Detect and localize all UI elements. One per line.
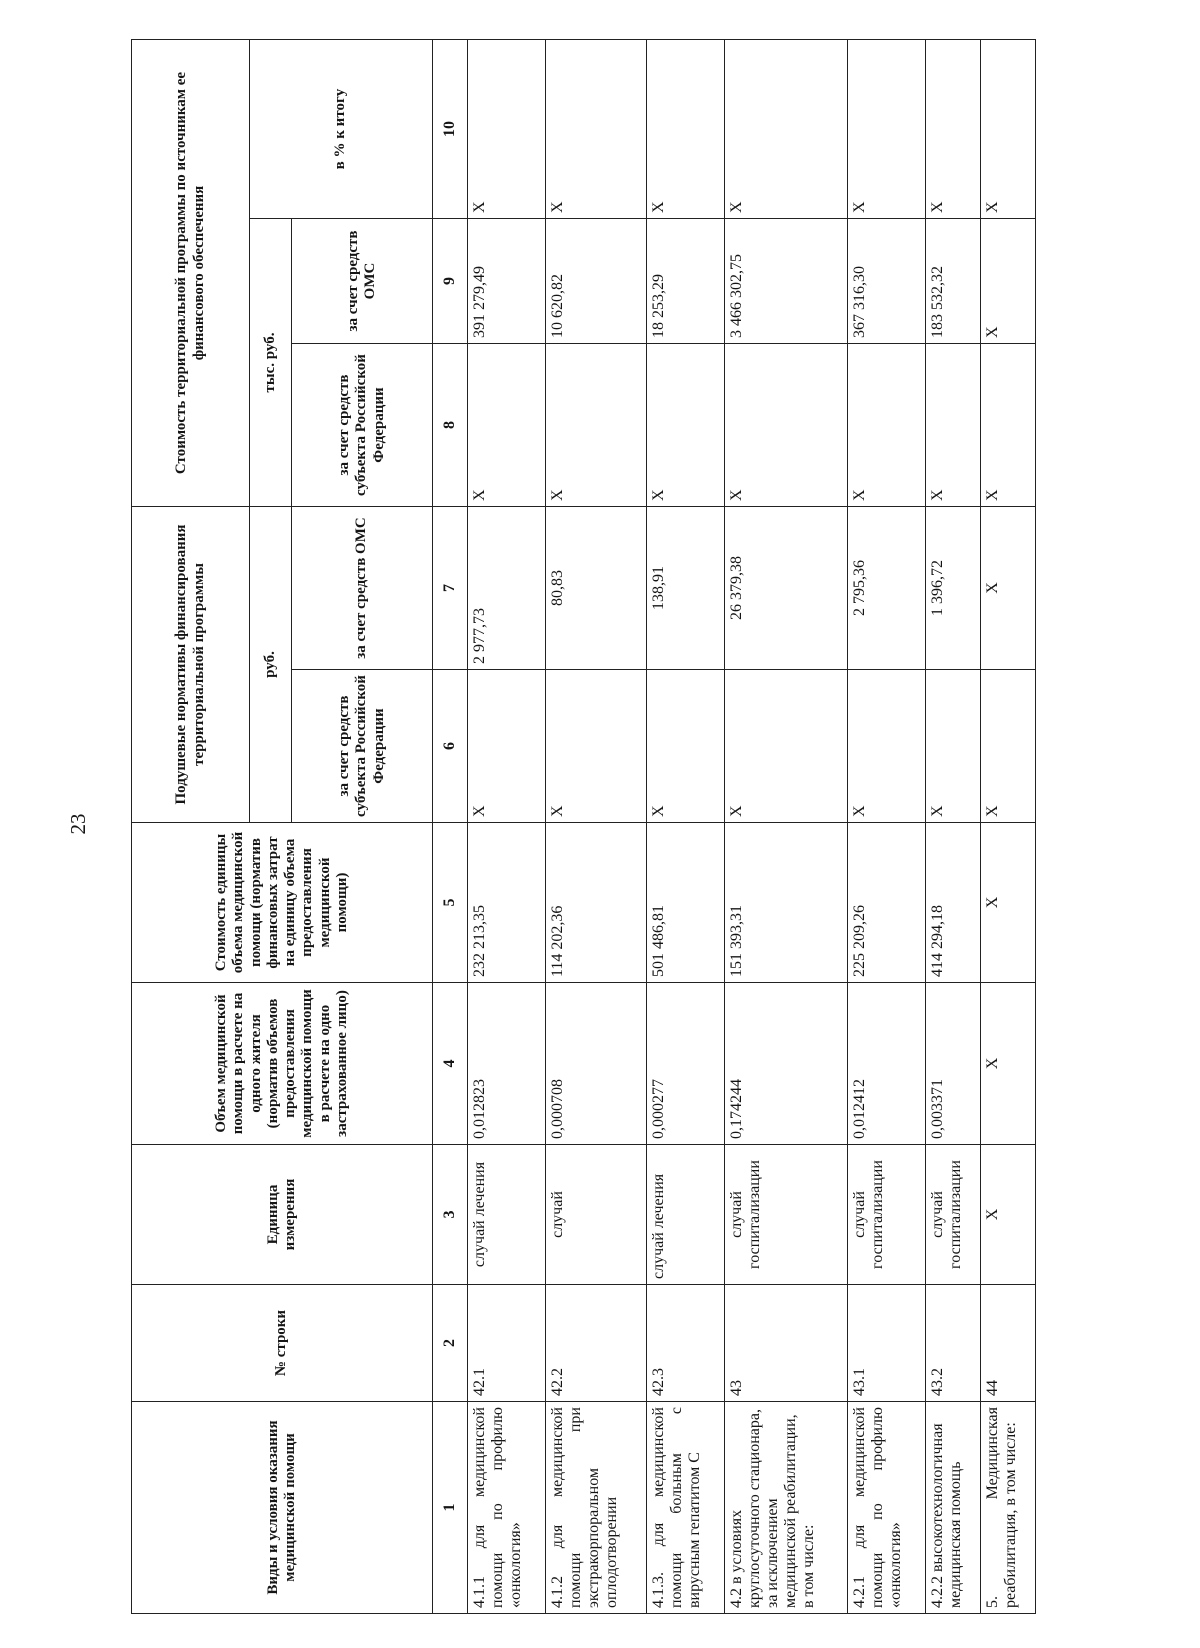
- cell-unit: случай госпитализации: [926, 1145, 981, 1285]
- cell-cost-subject: X: [545, 344, 646, 507]
- cell-kind: 5. Медицинская реабилитация, в том числе:: [981, 1402, 1036, 1614]
- cell-cost-subject: X: [724, 344, 848, 507]
- cell-unit-cost: 114 202,36: [545, 823, 646, 983]
- cell-percent: X: [646, 39, 724, 218]
- header-unit-cost: Стоимость единицы объема медицинской помощи (норматив финансовых затрат на единицу объема предоставления медицинской помощи): [132, 823, 433, 983]
- cell-percent: X: [981, 39, 1036, 218]
- cell-volume: 0,012823: [468, 983, 546, 1145]
- data-table: [131, 39, 1036, 1614]
- header-cost-subject: за счет средств субъекта Российской Федерации: [292, 344, 433, 507]
- cell-per-capita-subject: X: [926, 670, 981, 823]
- cell-percent: X: [468, 39, 546, 218]
- cell-row-number: 44: [981, 1285, 1036, 1402]
- cell-volume: X: [981, 983, 1036, 1145]
- cell-unit: X: [981, 1145, 1036, 1285]
- cell-row-number: 43: [724, 1285, 848, 1402]
- column-number: 10: [433, 39, 468, 218]
- cell-kind: 4.1.2 для медицинской помощи при экстракорпоральном оплодотворении: [545, 1402, 646, 1614]
- cell-unit-cost: 501 486,81: [646, 823, 724, 983]
- cell-volume: 0,000708: [545, 983, 646, 1145]
- header-unit: Единица измерения: [132, 1145, 433, 1285]
- cell-unit: случай лечения: [646, 1145, 724, 1285]
- cell-unit: случай лечения: [468, 1145, 546, 1285]
- cell-percent: X: [926, 39, 981, 218]
- cell-cost-oms: 18 253,29: [646, 219, 724, 344]
- column-number: 3: [433, 1145, 468, 1285]
- header-per-capita-subject: за счет средств субъекта Российской Федерации: [292, 670, 433, 823]
- cell-per-capita-subject: X: [545, 670, 646, 823]
- header-rub: руб.: [250, 507, 292, 823]
- cell-per-capita-oms: X: [981, 507, 1036, 670]
- table-row: [646, 39, 724, 1613]
- header-cost-oms: за счет средств ОМС: [292, 219, 433, 344]
- cell-kind: 4.2.2 высокотехнологичная медицинская помощь: [926, 1402, 981, 1614]
- header-kinds: Виды и условия оказания медицинской помощи: [132, 1402, 433, 1614]
- cell-percent: X: [545, 39, 646, 218]
- cell-kind: 4.1.3. для медицинской помощи больным с вирусным гепатитом С: [646, 1402, 724, 1614]
- cell-unit-cost: 414 294,18: [926, 823, 981, 983]
- cell-cost-subject: X: [468, 344, 546, 507]
- cell-per-capita-subject: X: [981, 670, 1036, 823]
- cell-volume: 0,012412: [848, 983, 926, 1145]
- column-number: 2: [433, 1285, 468, 1402]
- cell-cost-oms: 10 620,82: [545, 219, 646, 344]
- page-number: 23: [66, 813, 90, 835]
- table-row: [545, 39, 646, 1613]
- header-row-number: № строки: [132, 1285, 433, 1402]
- table-row: [724, 39, 848, 1613]
- cell-per-capita-oms: 2 795,36: [848, 507, 926, 670]
- cell-per-capita-subject: X: [646, 670, 724, 823]
- cell-kind: 4.2 в условиях круглосуточного стационара, за исключением медицинской реабилитации, в том числе:: [724, 1402, 848, 1614]
- cell-cost-oms: 183 532,32: [926, 219, 981, 344]
- header-thousand-rub: тыс. руб.: [250, 219, 292, 507]
- header-volume: Объем медицинской помощи в расчете на одного жителя (норматив объемов предоставления медицинской помощи в расчете на одно застрахованное лицо): [132, 983, 433, 1145]
- cell-per-capita-oms: 138,91: [646, 507, 724, 670]
- cell-unit: случай: [545, 1145, 646, 1285]
- column-number: 8: [433, 344, 468, 507]
- cell-per-capita-subject: X: [848, 670, 926, 823]
- cell-unit-cost: 232 213,35: [468, 823, 546, 983]
- column-number: 9: [433, 219, 468, 344]
- header-program-cost-group: Стоимость территориальной программы по источникам ее финансового обеспечения: [132, 39, 250, 506]
- cell-cost-subject: X: [926, 344, 981, 507]
- cell-per-capita-oms: 26 379,38: [724, 507, 848, 670]
- cell-volume: 0,174244: [724, 983, 848, 1145]
- cell-per-capita-subject: X: [468, 670, 546, 823]
- cell-cost-oms: 391 279,49: [468, 219, 546, 344]
- header-per-capita-group: Подушевые нормативы финансирования территориальной программы: [132, 507, 250, 823]
- cell-cost-subject: X: [981, 344, 1036, 507]
- cell-per-capita-subject: X: [724, 670, 848, 823]
- cell-cost-subject: X: [646, 344, 724, 507]
- cell-row-number: 43.2: [926, 1285, 981, 1402]
- cell-cost-oms: X: [981, 219, 1036, 344]
- column-number: 6: [433, 670, 468, 823]
- cell-per-capita-oms: 2 977,73: [468, 507, 546, 670]
- column-number: 7: [433, 507, 468, 670]
- cell-cost-subject: X: [848, 344, 926, 507]
- cell-per-capita-oms: 1 396,72: [926, 507, 981, 670]
- cell-percent: X: [848, 39, 926, 218]
- cell-cost-oms: 3 466 302,75: [724, 219, 848, 344]
- table-row: [926, 39, 981, 1613]
- cell-cost-oms: 367 316,30: [848, 219, 926, 344]
- column-number: 4: [433, 983, 468, 1145]
- cell-row-number: 42.1: [468, 1285, 546, 1402]
- cell-kind: 4.1.1 для медицинской помощи по профилю «онкология»: [468, 1402, 546, 1614]
- column-number-row: [433, 39, 468, 1613]
- cell-volume: 0,003371: [926, 983, 981, 1145]
- table-row: [468, 39, 546, 1613]
- table-row: [848, 39, 926, 1613]
- header-per-capita-oms: за счет средств ОМС: [292, 507, 433, 670]
- cell-unit: случай госпитализации: [724, 1145, 848, 1285]
- cell-row-number: 43.1: [848, 1285, 926, 1402]
- column-number: 1: [433, 1402, 468, 1614]
- cell-unit-cost: 225 209,26: [848, 823, 926, 983]
- cell-kind: 4.2.1 для медицинской помощи по профилю «онкология»: [848, 1402, 926, 1614]
- cell-row-number: 42.2: [545, 1285, 646, 1402]
- column-number: 5: [433, 823, 468, 983]
- cell-row-number: 42.3: [646, 1285, 724, 1402]
- cell-unit: случай госпитализации: [848, 1145, 926, 1285]
- table-row: [981, 39, 1036, 1613]
- cell-unit-cost: X: [981, 823, 1036, 983]
- cell-volume: 0,000277: [646, 983, 724, 1145]
- header-percent-total: в % к итогу: [250, 39, 433, 218]
- cell-unit-cost: 151 393,31: [724, 823, 848, 983]
- cell-percent: X: [724, 39, 848, 218]
- cell-per-capita-oms: 80,83: [545, 507, 646, 670]
